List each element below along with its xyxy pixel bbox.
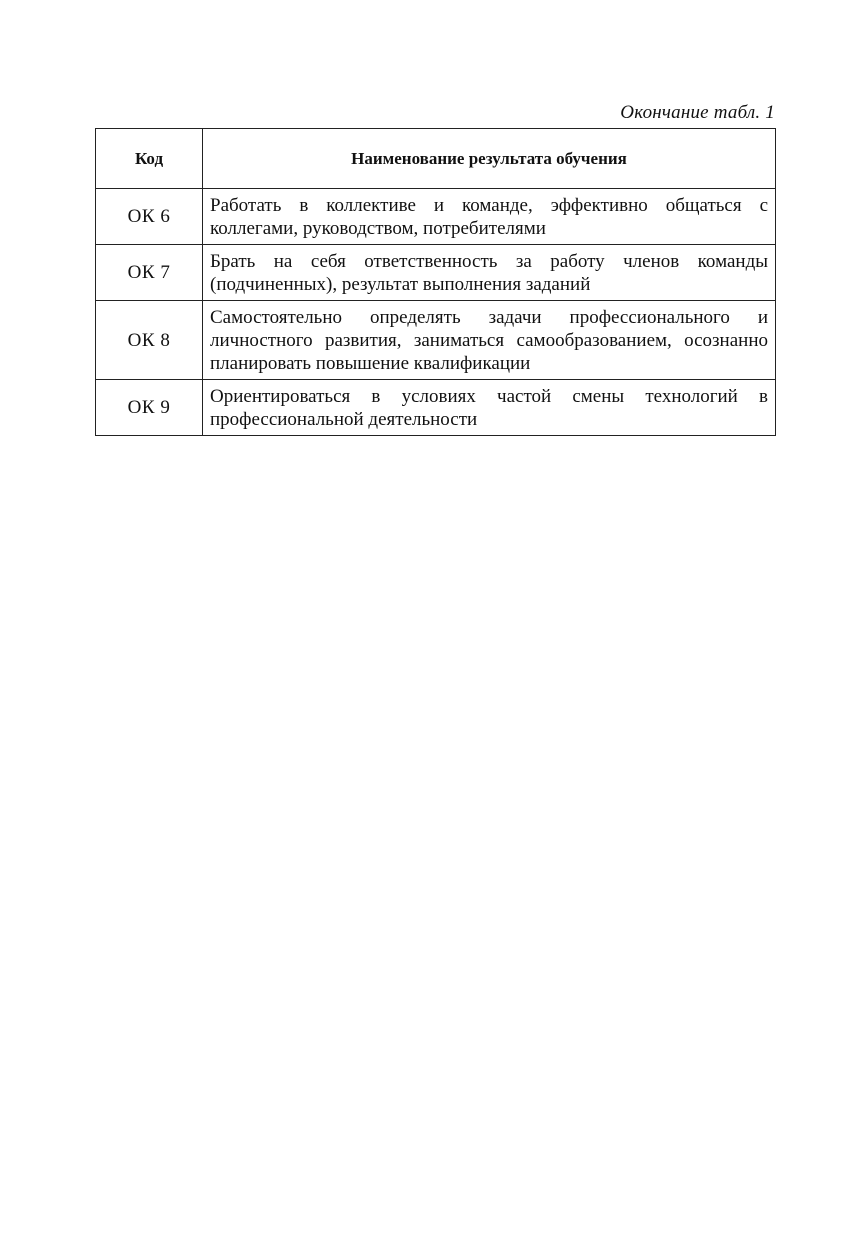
table-row — [96, 189, 776, 245]
row-name: Самостоятельно определять задачи профессионального и личностного развития, заниматься самообразованием, осознанно планировать повышение квалификации — [203, 301, 776, 380]
header-name: Наименование результата обучения — [203, 129, 776, 189]
header-row — [96, 129, 776, 189]
row-name: Брать на себя ответственность за работу членов команды (подчиненных), результат выполнения заданий — [203, 245, 776, 301]
table-body — [96, 189, 776, 436]
table-row — [96, 301, 776, 380]
table-caption: Окончание табл. 1 — [620, 102, 775, 123]
header-code: Код — [96, 129, 203, 189]
row-name: Ориентироваться в условиях частой смены технологий в профессиональной деятельности — [203, 380, 776, 436]
table-header — [96, 129, 776, 189]
row-name: Работать в коллективе и команде, эффективно общаться с коллегами, руководством, потребителями — [203, 189, 776, 245]
table-row — [96, 245, 776, 301]
row-code: ОК 9 — [96, 380, 203, 436]
table-row — [96, 380, 776, 436]
row-code: ОК 8 — [96, 301, 203, 380]
learning-results-table — [95, 128, 776, 436]
row-code: ОК 7 — [96, 245, 203, 301]
row-code: ОК 6 — [96, 189, 203, 245]
